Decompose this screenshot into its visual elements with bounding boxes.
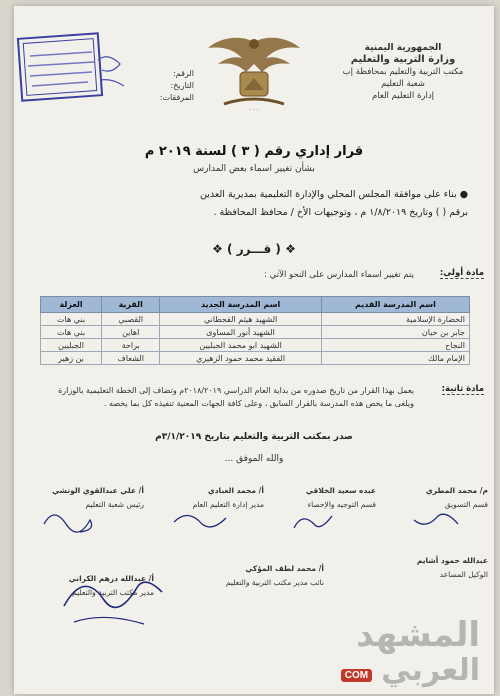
col-new-name: اسم المدرسة الجديد <box>160 297 321 313</box>
signature-block: أ/ عبدالله درهم الكراني مدير مكتب التربية والتعليم <box>68 574 154 597</box>
issue-statement: صدر بمكتب التربية والتعليم بتاريخ ٣/١/٢٠١٩م <box>155 432 353 442</box>
cell-old-name: الإمام مالك <box>321 352 469 365</box>
signature-block: أ/ محمد لطف المؤكي نائب مدير مكتب التربية والتعليم <box>225 564 324 587</box>
signature-block: عبدالله حمود أشايم الوكيل المساعد <box>416 556 488 579</box>
schools-table <box>40 296 470 365</box>
table-header-row <box>41 297 470 313</box>
department-name: إدارة التعليم العام <box>371 91 435 101</box>
cell-uzla: بني هات <box>41 326 102 339</box>
cell-new-name: الشهيد هيثم القحطاني <box>160 313 321 326</box>
cell-uzla: الجبليين <box>41 339 102 352</box>
cell-village: القصبي <box>102 313 160 326</box>
handwritten-signatures <box>24 504 484 544</box>
cell-village: الشعاف <box>102 352 160 365</box>
article-1-text: يتم تغيير اسماء المدارس على النحو الآتي : <box>264 270 414 280</box>
svg-text:· · ·: · · · <box>249 107 259 114</box>
cell-village: اهاين <box>102 326 160 339</box>
attachments-label: المرفقات: <box>159 93 194 102</box>
reference-block <box>134 68 194 104</box>
closing-phrase: والله الموفق ... <box>224 454 284 464</box>
cell-old-name: جابر بن حيان <box>321 326 469 339</box>
ministry-name: وزارة التربية والتعليم <box>350 54 456 65</box>
watermark-com-badge: COM <box>341 669 372 682</box>
cell-old-name: الحضارة الإسلامية <box>321 313 469 326</box>
cell-village: براحة <box>102 339 160 352</box>
cell-uzla: بن زهير <box>41 352 102 365</box>
date-label: التاريخ: <box>170 81 194 90</box>
site-watermark <box>280 617 480 688</box>
preamble-line-1: ● بناء على موافقة المجلس المحلي والإدارة التعليمية بمديرية العدين <box>199 189 468 200</box>
country-name: الجمهورية اليمنية <box>364 43 442 53</box>
table-row <box>41 326 470 339</box>
watermark-line-1: المشهد <box>356 615 480 655</box>
number-label: الرقم: <box>173 69 194 78</box>
col-uzla: العزلة <box>41 297 102 313</box>
watermark-line-2: العربي <box>381 653 480 688</box>
cell-new-name: الشهيد ابو محمد الجبليين <box>160 339 321 352</box>
preamble-line-2: برقم ( ) وتاريخ ١/٨/٢٠١٩ م ، وتوجيهات الأخ / محافظ المحافظة . <box>213 207 468 218</box>
handwritten-signature-icon <box>54 566 174 636</box>
article-1-label: مادة أولى: <box>439 268 484 278</box>
signature-block: م/ محمد المطري قسم التسويق <box>425 486 488 509</box>
col-village: القرية <box>102 297 160 313</box>
cell-old-name: النجاح <box>321 339 469 352</box>
document-page <box>14 6 494 694</box>
division-name: شعبة التعليم <box>381 79 425 89</box>
preamble <box>48 186 468 222</box>
table-row <box>41 339 470 352</box>
article-2-label: مادة ثانية: <box>441 384 484 394</box>
cell-new-name: الشهيد أنور المساوى <box>160 326 321 339</box>
signature-block: عبده سعيد الخلاقي قسم التوجيه والإحصاء <box>305 486 376 509</box>
cell-new-name: الفقيد محمد حمود الزهيري <box>160 352 321 365</box>
decision-heading: ❖ ( قـــرر ) ❖ <box>212 242 296 256</box>
table-row <box>41 352 470 365</box>
col-old-name: اسم المدرسة القديم <box>321 297 469 313</box>
signature-block: أ/ محمد العبادي مدير إدارة التعليم العام <box>192 486 264 509</box>
official-stamp <box>14 30 132 110</box>
article-2-text: يعمل بهذا القرار من تاريخ صدوره من بداية العام الدراسي ٢٠١٨/٢٠١٩م وتضاف إلى الخطة التعليمية بالوزارة ويلغى ما يخص هذه المدرسة بالقرار السابق ، وعلى كافة الجهات المعنية تنفيذه كل بما يخصه . <box>58 386 414 408</box>
decision-title: قرار إداري رقم ( ٣ ) لسنة ٢٠١٩ م <box>144 144 364 159</box>
office-name: مكتب التربية والتعليم بمحافظة إب <box>342 67 464 77</box>
cell-uzla: بني هات <box>41 313 102 326</box>
ministry-header <box>328 42 478 102</box>
signature-block: أ/ علي عبدالقوي الوتشي رئيس شعبة التعليم <box>52 486 144 509</box>
decision-subtitle: بشأن تغيير اسماء بعض المدارس <box>193 164 315 174</box>
eagle-emblem-icon <box>204 24 304 114</box>
table-row <box>41 313 470 326</box>
